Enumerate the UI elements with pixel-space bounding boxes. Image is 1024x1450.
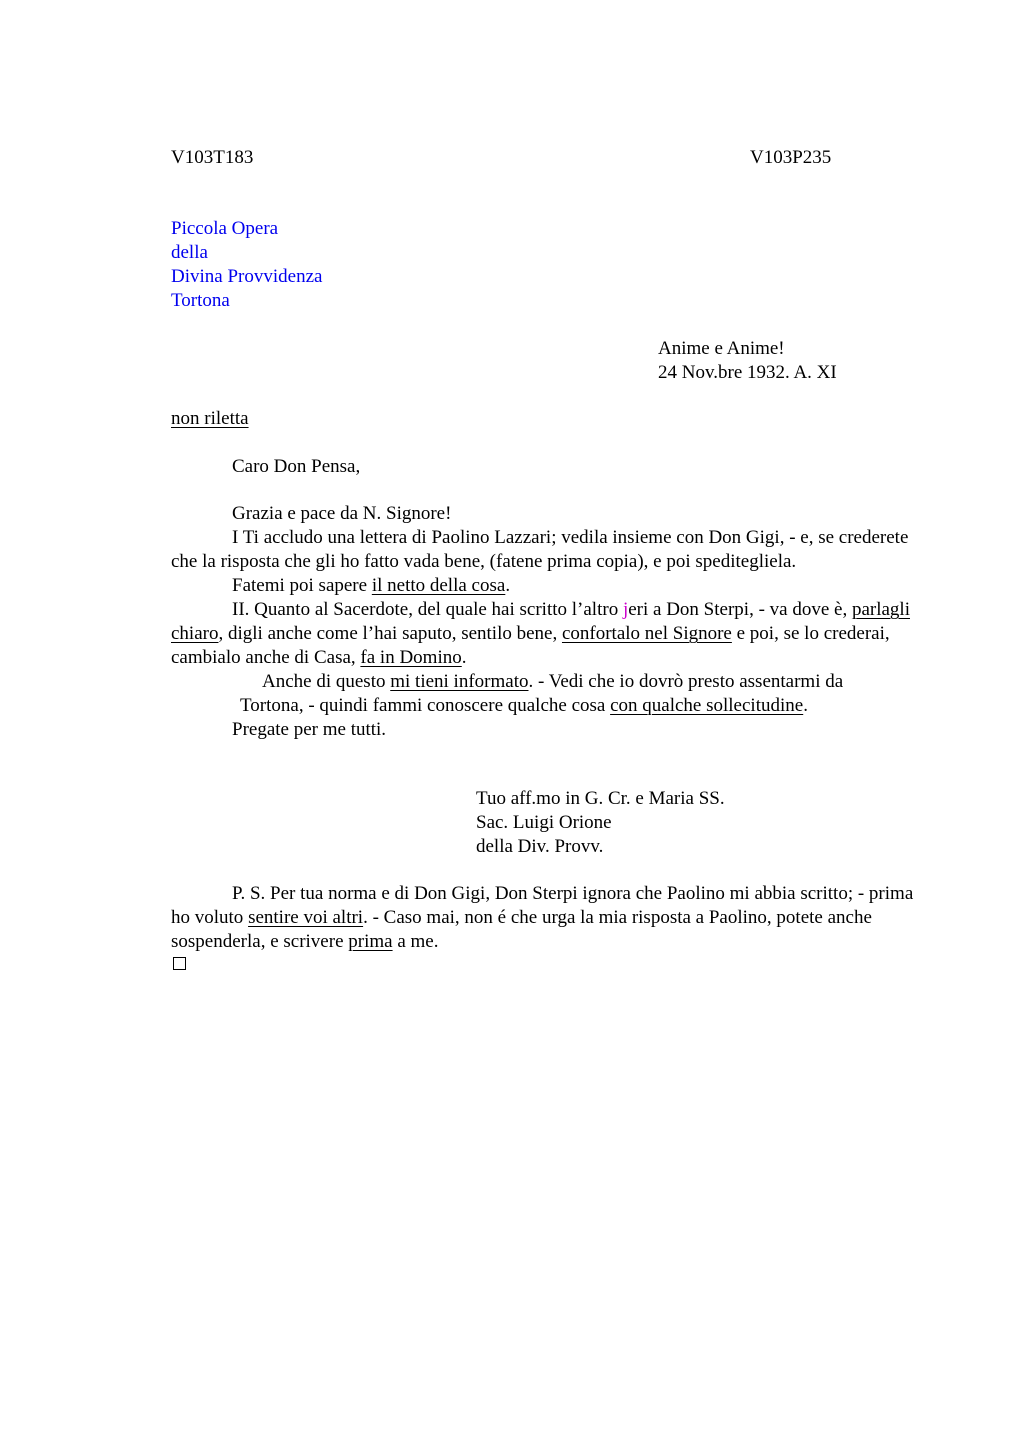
postscript: [171, 882, 931, 954]
motto: Anime e Anime!: [658, 338, 785, 359]
salutation: Caro Don Pensa,: [232, 456, 361, 477]
paragraph-4-text-3: Tortona, - quindi fammi conoscere qualche cosa: [240, 695, 611, 716]
closing-line: Pregate per me tutti.: [232, 719, 387, 740]
paragraph-3-underlined-1: parlagli chiaro: [171, 599, 910, 644]
paragraph-1: I Ti accludo una lettera di Paolino Lazzari; vedila insieme con Don Gigi, - e, se crederete che la risposta che gli ho fatto vada bene, (fatene prima copia), e poi speditegliela.: [171, 527, 909, 572]
paragraph-3-text-1: II. Quanto al Sacerdote, del quale hai scritto l’altro: [232, 599, 623, 620]
postscript-text-2: . - Caso mai, non é che urga la mia risposta a Paolino, potete anche sospenderla, e scrivere: [171, 907, 872, 952]
paragraph-2-end: .: [505, 575, 511, 596]
paragraph-3: [171, 598, 931, 670]
postscript-text-1: P. S. Per tua norma e di Don Gigi, Don Sterpi ignora che Paolino mi abbia scritto; - prima ho voluto: [171, 883, 914, 928]
postscript-underlined-2: prima: [348, 931, 393, 952]
paragraph-3-text-2: eri a Don Sterpi, - va dove è,: [628, 599, 852, 620]
paragraph-4-text-2: . - Vedi che io dovrò presto assentarmi da: [528, 671, 844, 692]
note-not-reread: non riletta: [171, 408, 249, 429]
paragraph-4-text-1: Anche di questo: [262, 671, 391, 692]
date: 24 Nov.bre 1932. A. XI: [658, 362, 837, 383]
document-code-left: V103T183: [171, 147, 254, 168]
greeting: Grazia e pace da N. Signore!: [232, 503, 452, 524]
letterhead-line-3: Divina Provvidenza: [171, 266, 323, 287]
paragraph-2-underlined: il netto della cosa: [371, 575, 506, 596]
signature-line-3: della Div. Provv.: [476, 836, 604, 857]
postscript-text: [171, 882, 931, 954]
letterhead-line-2: della: [171, 242, 208, 263]
paragraph-4-underlined-1: mi tieni informato: [390, 671, 529, 692]
paragraph-3-correction-letter: j: [622, 599, 629, 620]
paragraph-3-text-5: .: [461, 647, 467, 668]
signature-line-1: Tuo aff.mo in G. Cr. e Maria SS.: [476, 788, 725, 809]
postscript-text-3: a me.: [392, 931, 439, 952]
paragraph-4-line-1: [171, 670, 931, 694]
letterhead-line-1: Piccola Opera: [171, 218, 279, 239]
document-code-right: V103P235: [750, 147, 832, 168]
postscript-underlined-1: sentire voi altri: [248, 907, 364, 928]
paragraph-3-text-3: , digli anche come l’hai saputo, sentilo bene,: [218, 623, 562, 644]
end-box-icon: [173, 957, 186, 970]
paragraph-3-underlined-3: fa in Domino: [360, 647, 462, 668]
signature-line-2: Sac. Luigi Orione: [476, 812, 612, 833]
paragraph-3-text-4: e poi, se lo crederai, cambialo anche di Casa,: [171, 623, 890, 668]
paragraph-2-text: Fatemi poi sapere: [232, 575, 372, 596]
letter-body: [171, 502, 931, 742]
paragraph-4-text-4: .: [803, 695, 808, 716]
paragraph-4-line-2: [171, 694, 931, 718]
paragraph-4-underlined-2: con qualche sollecitudine: [610, 695, 804, 716]
paragraph-2: [171, 574, 931, 598]
letterhead-line-4: Tortona: [171, 290, 230, 311]
paragraph-3-underlined-2: confortalo nel Signore: [561, 623, 732, 644]
